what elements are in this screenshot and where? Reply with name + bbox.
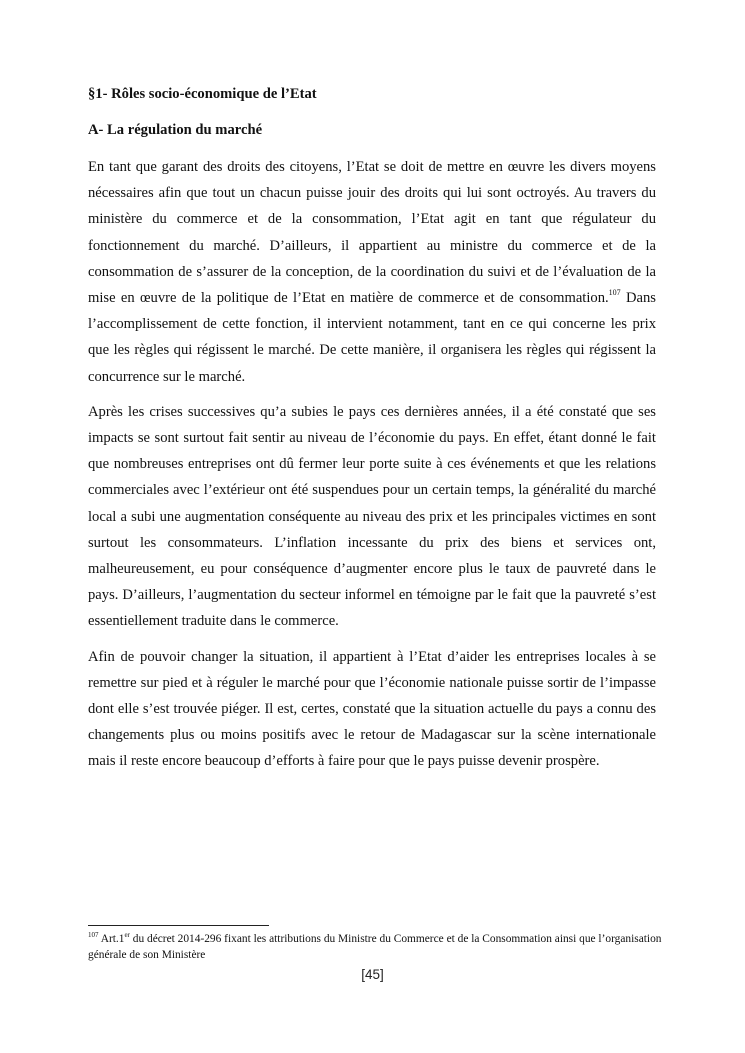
paragraph-1 <box>88 154 656 390</box>
footnote-art-superscript: er <box>124 931 130 939</box>
subsection-title: A- La régulation du marché <box>88 122 263 138</box>
footnote-text: du décret 2014-296 fixant les attributions du Ministre du Commerce et de la Consommation ainsi que l’organisation générale de son Ministère <box>88 933 662 961</box>
footnote-number: 107 <box>88 931 99 939</box>
paragraph-1-continuation: Dans l’accomplissement de cette fonction, il intervient notamment, tant en ce qui concerne les prix que les règles qui régissent le marché. De cette manière, il organisera les règles qui régissent la concurrence sur le marché. <box>88 290 656 385</box>
footnote <box>88 931 663 963</box>
footnote-divider <box>88 925 269 926</box>
page-number: [45] <box>361 967 384 982</box>
section-title: §1- Rôles socio-économique de l’Etat <box>88 86 317 102</box>
footnote-reference[interactable]: 107 <box>608 288 621 298</box>
paragraph-3: Afin de pouvoir changer la situation, il appartient à l’Etat d’aider les entreprises locales à se remettre sur pied et à réguler le marché pour que l’économie nationale puisse sortir de l’impasse dont elle s’est trouvée piéger. Il est, certes, constaté que la situation actuelle du pays a connu des changements plus ou moins positifs avec le retour de Madagascar sur la scène internationale mais il reste encore beaucoup d’efforts à faire pour que le pays puisse devenir prospère. <box>88 648 656 770</box>
footnote-art-prefix: Art.1 <box>100 933 125 945</box>
page-body <box>88 84 656 784</box>
paragraph-1-text: En tant que garant des droits des citoyens, l’Etat se doit de mettre en œuvre les divers moyens nécessaires afin que tout un chacun puisse jouir des droits qui lui sont octroyés. Au travers du ministère du commerce et de la consommation, l’Etat agit en tant que régulateur du fonctionnement du marché. D’ailleurs, il appartient au ministre du commerce et de la consommation de s’assurer de la conception, de la coordination du suivi et de l’évaluation de la mise en œuvre de la politique de l’Etat en matière de commerce et de consommation. <box>88 159 656 307</box>
paragraph-2: Après les crises successives qu’a subies le pays ces dernières années, il a été constaté que ses impacts se sont surtout fait sentir au niveau de l’économie du pays. En effet, étant donné le fait que nombreuses entreprises ont dû fermer leur porte suite à ces événements et que les relations commerciales avec l’extérieur ont été suspendues pour un certain temps, la généralité du marché local a subi une augmentation conséquente au niveau des prix et les principales victimes en sont surtout les consommateurs. L’inflation incessante du prix des biens et services ont, malheureusement, eu pour conséquence d’augmenter encore plus le taux de pauvreté dans le pays. D’ailleurs, l’augmentation du secteur informel en témoigne par le fait que la pauvreté s’est essentiellement traduite dans le commerce. <box>88 403 656 630</box>
